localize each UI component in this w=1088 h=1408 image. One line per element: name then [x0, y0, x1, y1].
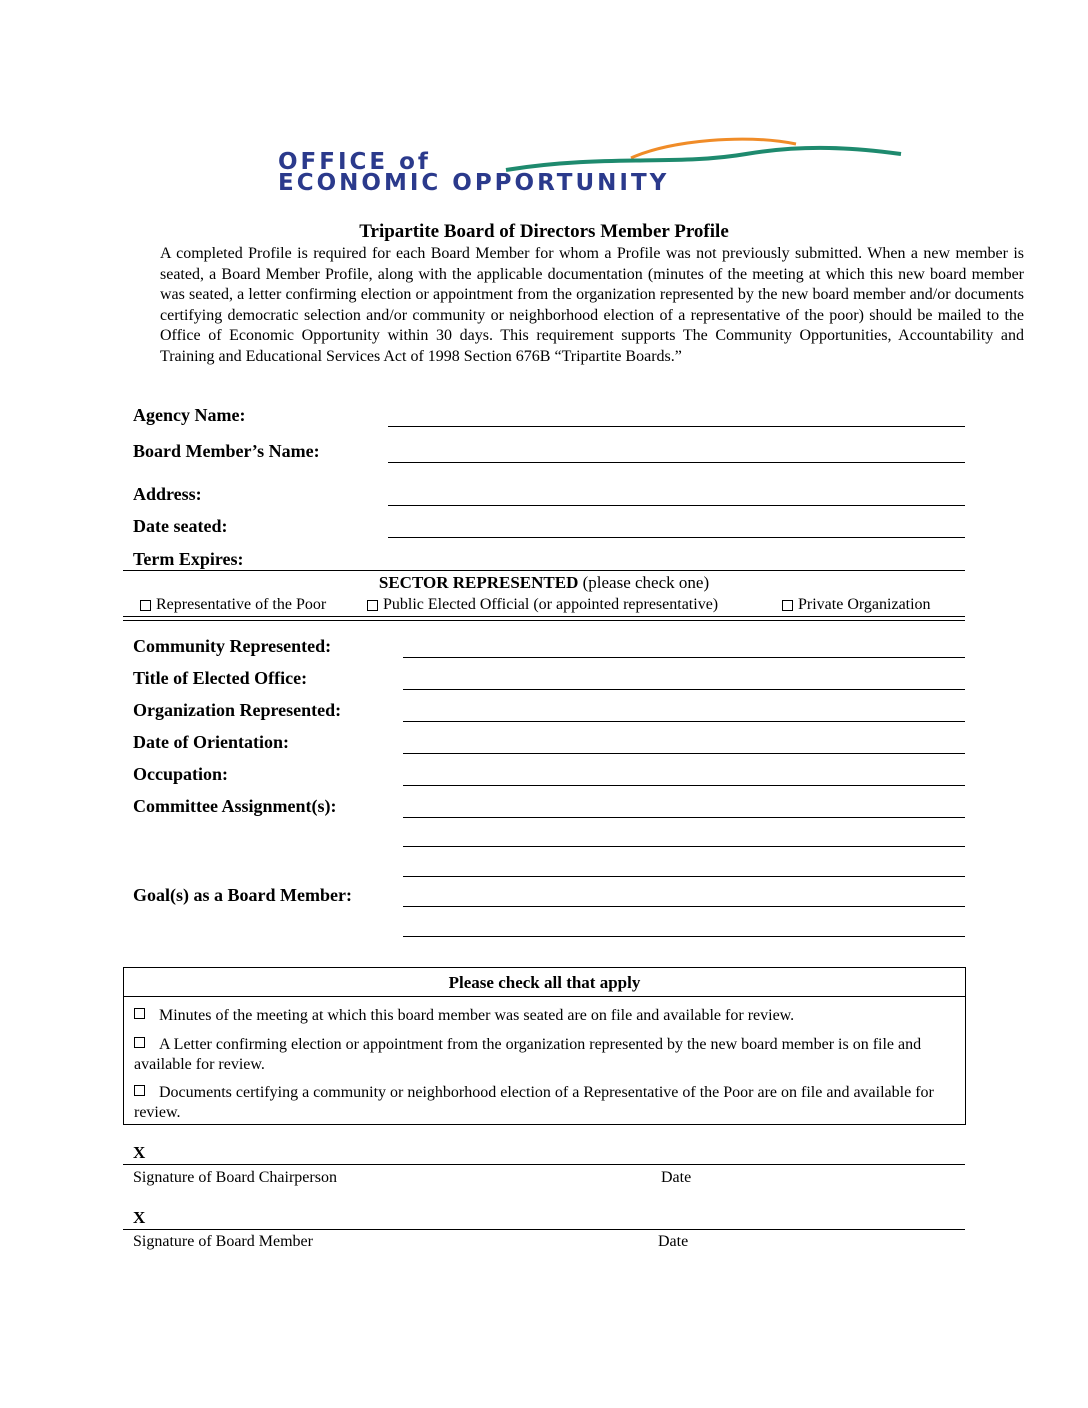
member-signature-line[interactable]	[123, 1229, 965, 1230]
organization-label: Organization Represented:	[133, 700, 342, 720]
board-member-name-label: Board Member’s Name:	[133, 441, 320, 461]
checkbox-icon[interactable]	[134, 1037, 145, 1048]
orientation-label: Date of Orientation:	[133, 732, 289, 752]
occupation-label: Occupation:	[133, 764, 229, 784]
date-seated-label: Date seated:	[133, 516, 228, 536]
checkbox-icon[interactable]	[367, 600, 378, 611]
occupation-field[interactable]	[403, 785, 965, 786]
organization-field[interactable]	[403, 721, 965, 722]
member-signature-label: Signature of Board Member	[133, 1233, 313, 1250]
intro-paragraph: A completed Profile is required for each Board Member for whom a Profile was not previously submitted. When a new member is seated, a Board Member Profile, along with the applicable documentation (minutes of the meeting at which this new board member was seated, a letter confirming election or appointment from the organization represented by the new board member and/or documents certifying democratic selection and/or community or neighborhood election of a representative of the poor) should be mailed to the Office of Economic Opportunity within 30 days. This requirement supports The Community Opportunities, Accountability and Training and Educational Services Act of 1998 Section 676B “Tripartite Boards.”	[160, 245, 1024, 365]
sector-option-private[interactable]	[782, 596, 931, 614]
checkbox-icon[interactable]	[134, 1085, 145, 1096]
sector-title: SECTOR REPRESENTED	[378, 573, 579, 592]
chair-signature-x: X	[133, 1143, 146, 1162]
committee-field[interactable]	[403, 846, 965, 847]
sector-option-label: Representative of the Poor	[156, 596, 327, 613]
committee-field[interactable]	[403, 876, 965, 877]
address-label: Address:	[133, 484, 202, 504]
checklist-heading: Please check all that apply	[124, 968, 965, 997]
community-label: Community Represented:	[133, 636, 332, 656]
committee-label: Committee Assignment(s):	[133, 796, 337, 816]
checkbox-icon[interactable]	[782, 600, 793, 611]
form-title: Tripartite Board of Directors Member Profile	[359, 221, 729, 242]
goals-field[interactable]	[403, 936, 965, 937]
checklist-item[interactable]	[134, 1006, 946, 1026]
checklist-item-text: Minutes of the meeting at which this board member was seated are on file and available for review.	[159, 1007, 795, 1024]
term-expires-field[interactable]	[123, 570, 965, 571]
title-office-field[interactable]	[403, 689, 965, 690]
board-member-name-field[interactable]	[388, 462, 965, 463]
agency-name-label: Agency Name:	[133, 405, 246, 425]
community-field[interactable]	[403, 657, 965, 658]
date-seated-field[interactable]	[388, 537, 965, 538]
title-office-label: Title of Elected Office:	[133, 668, 308, 688]
sector-divider	[123, 620, 965, 621]
member-date-label: Date	[658, 1233, 689, 1250]
checklist-box	[123, 967, 966, 1125]
goals-field[interactable]	[403, 906, 965, 907]
sector-option-public[interactable]	[367, 596, 718, 614]
checkbox-icon[interactable]	[134, 1008, 145, 1019]
address-field[interactable]	[388, 505, 965, 506]
chair-signature-line[interactable]	[123, 1164, 965, 1165]
logo-line1: OFFICE of	[278, 149, 431, 175]
member-signature-x: X	[133, 1208, 146, 1227]
checklist-item[interactable]	[134, 1083, 946, 1123]
logo-line2: ECONOMIC OPPORTUNITY	[278, 170, 670, 194]
term-expires-label: Term Expires:	[133, 549, 244, 569]
goals-label: Goal(s) as a Board Member:	[133, 885, 352, 905]
sector-option-poor[interactable]	[140, 596, 326, 614]
sector-note: (please check one)	[582, 573, 710, 592]
checklist-item-text: Documents certifying a community or neighborhood election of a Representative of the Poor are on file and available for review.	[134, 1084, 934, 1121]
sector-heading	[0, 573, 1088, 593]
committee-field[interactable]	[403, 817, 965, 818]
checklist-item[interactable]	[134, 1035, 946, 1075]
oeo-logo	[276, 132, 916, 194]
sector-divider	[123, 616, 965, 617]
checkbox-icon[interactable]	[140, 600, 151, 611]
checklist-item-text: A Letter confirming election or appointment from the organization represented by the new board member is on file and available for review.	[134, 1036, 922, 1073]
chair-date-label: Date	[661, 1169, 692, 1186]
orientation-field[interactable]	[403, 753, 965, 754]
sector-option-label: Private Organization	[798, 596, 931, 613]
chair-signature-label: Signature of Board Chairperson	[133, 1169, 337, 1186]
agency-name-field[interactable]	[388, 426, 965, 427]
sector-option-label: Public Elected Official (or appointed representative)	[383, 596, 719, 613]
